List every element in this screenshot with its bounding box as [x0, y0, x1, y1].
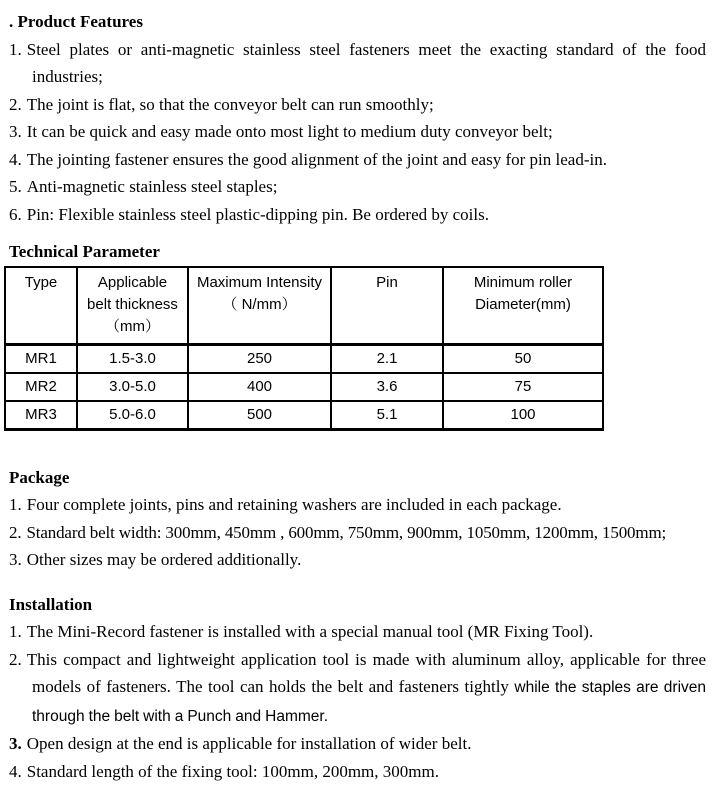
item-text: Steel plates or anti-magnetic stainless steel fasteners meet the exacting standard of the food industries; [26, 39, 706, 86]
item-text: Standard length of the fixing tool: 100mm, 200mm, 300mm. [26, 761, 439, 781]
column-header-minimum-roller: Minimum roller Diameter(mm) [443, 267, 603, 345]
item-number: 2. [9, 649, 22, 669]
table-cell: 1.5-3.0 [77, 344, 188, 373]
feature-item-5 [9, 173, 706, 201]
table-cell: 75 [443, 373, 603, 401]
item-number: 6. [9, 204, 22, 224]
item-number: 3. [9, 550, 22, 569]
product-features-section [9, 8, 706, 228]
feature-item-3 [9, 118, 706, 146]
table-cell: 50 [443, 344, 603, 373]
product-features-heading: . Product Features [9, 12, 143, 31]
column-header-pin: Pin [331, 267, 443, 345]
item-number: 2. [9, 94, 22, 114]
item-text: Standard belt width: 300mm, 450mm , 600mm, 750mm, 900mm, 1050mm, 1200mm, 1500mm; [26, 522, 667, 542]
item-text: Other sizes may be ordered additionally. [26, 550, 302, 569]
item-text-serif: This compact and lightweight application tool is made with aluminum alloy, applicable for three models of fasteners. The tool can holds the belt and fasteners tightly [26, 649, 706, 696]
table-row-mr3 [5, 401, 603, 430]
item-number: 1. [9, 495, 22, 514]
technical-parameter-heading: Technical Parameter [9, 242, 160, 261]
table-cell: MR2 [5, 373, 77, 401]
table-header-row [5, 267, 603, 345]
table-cell: MR3 [5, 401, 77, 430]
item-text: The jointing fastener ensures the good alignment of the joint and easy for pin lead-in. [26, 149, 607, 169]
installation-heading: Installation [9, 594, 93, 614]
table-row-mr2 [5, 373, 603, 401]
table-cell: 3.6 [331, 373, 443, 401]
table-cell: 5.0-6.0 [77, 401, 188, 430]
package-item-3 [9, 546, 706, 574]
installation-item-3 [9, 730, 706, 758]
table-cell: MR1 [5, 344, 77, 373]
table-cell: 500 [188, 401, 331, 430]
item-text: Pin: Flexible stainless steel plastic-dipping pin. Be ordered by coils. [26, 204, 489, 224]
installation-item-1 [9, 618, 706, 646]
item-text: It can be quick and easy made onto most light to medium duty conveyor belt; [26, 122, 553, 141]
table-cell: 100 [443, 401, 603, 430]
feature-item-2 [9, 91, 706, 119]
package-heading: Package [9, 467, 70, 487]
technical-parameter-section [9, 238, 706, 431]
item-number: 5. [9, 177, 22, 196]
package-section [9, 464, 706, 574]
feature-item-4 [9, 146, 706, 174]
item-text-sans: while the staples are driven through the belt with a Punch and Hammer. [32, 679, 707, 725]
item-text: Open design at the end is applicable for installation of wider belt. [26, 734, 472, 753]
package-item-2 [9, 519, 706, 547]
package-item-1 [9, 491, 706, 519]
item-number: 4. [9, 149, 22, 169]
item-number: 3. [9, 122, 22, 141]
installation-item-2 [9, 646, 706, 731]
column-header-type: Type [5, 267, 77, 345]
table-row-mr1 [5, 344, 603, 373]
table-cell: 400 [188, 373, 331, 401]
feature-item-1 [9, 36, 706, 91]
item-text: Anti-magnetic stainless steel staples; [26, 177, 278, 196]
item-number: 1. [9, 39, 22, 59]
item-text: The joint is flat, so that the conveyor belt can run smoothly; [26, 94, 434, 114]
item-text: The Mini-Record fastener is installed with a special manual tool (MR Fixing Tool). [26, 622, 594, 641]
item-text: Four complete joints, pins and retaining washers are included in each package. [26, 495, 562, 514]
table-cell: 250 [188, 344, 331, 373]
table-cell: 2.1 [331, 344, 443, 373]
item-number: 3. [9, 734, 22, 753]
column-header-maximum-intensity: Maximum Intensity （ N/mm） [188, 267, 331, 345]
item-number: 1. [9, 622, 22, 641]
item-number: 2. [9, 522, 22, 542]
item-number: 4. [9, 761, 22, 781]
table-cell: 5.1 [331, 401, 443, 430]
table-cell: 3.0-5.0 [77, 373, 188, 401]
installation-section [9, 591, 706, 786]
column-header-belt-thickness: Applicable belt thickness （mm） [77, 267, 188, 345]
feature-item-6 [9, 201, 706, 229]
technical-parameter-table [4, 266, 604, 431]
installation-item-4 [9, 758, 706, 786]
